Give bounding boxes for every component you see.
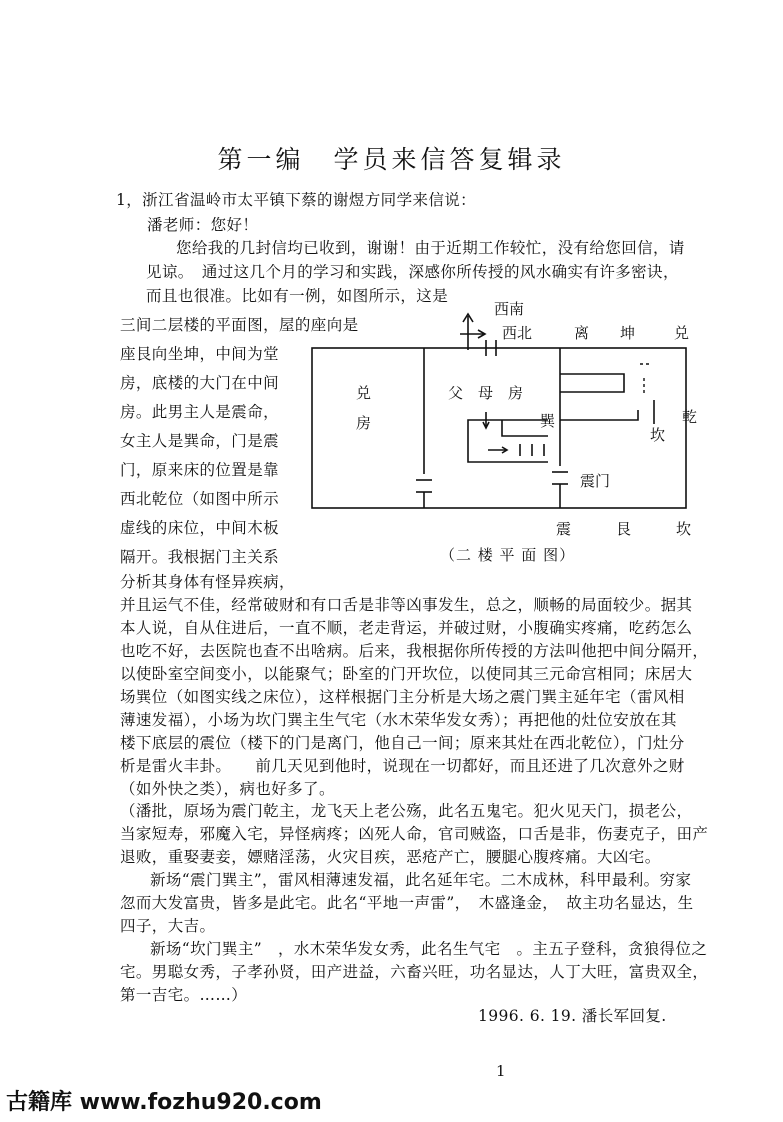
letter-line: 本人说，自从住进后，一直不顺，老走背运，并破过财，小腹确实疼痛，吃药怎么 — [120, 619, 693, 637]
letter-line: 房，底楼的大门在中间 — [120, 374, 280, 392]
reply-line: 新场“震门巽主”，雷风相薄速发福，此名延年宅。二木成林，科甲最利。穷家 — [150, 871, 692, 889]
label-zhen-bottom: 震 — [556, 520, 572, 538]
label-kan: 坎 — [650, 426, 666, 444]
letter-line: 座艮向坐坤，中间为堂 — [120, 345, 280, 363]
letter-greeting: 潘老师：您好！ — [147, 216, 259, 234]
letter-line: 场巽位（如图实线之床位），这样根据门主分析是大场之震门巽主延年宅（雷风相 — [120, 688, 685, 706]
letter-line: 分析其身体有怪异疾病， — [120, 573, 295, 591]
room-left-label-2: 房 — [356, 414, 372, 432]
letter-line: 房。此男主人是震命， — [120, 403, 280, 421]
reply-line: 忽而大发富贵，皆多是此宅。此名“平地一声雷”， 木盛逢金， 故主功名显达，生 — [120, 894, 694, 912]
letter-line: 三间二层楼的平面图，屋的座向是 — [120, 316, 359, 334]
letter-line: 而且也很准。比如有一例，如图所示，这是 — [146, 287, 449, 305]
reply-line: 当家短寿，邪魔入宅，异怪病疼；凶死人命，官司贼盗，口舌是非，伤妻克子，田产 — [120, 825, 709, 843]
label-kan-bottom: 坎 — [676, 520, 692, 538]
signature: 1996. 6. 19. 潘长军回复. — [478, 1007, 667, 1025]
page-title: 第一编 学员来信答复辑录 — [217, 145, 566, 174]
letter-line: 以使卧室空间变小，以能聚气；卧室的门开坎位，以使同其三元命宫相同；床居大 — [120, 665, 693, 683]
letter-line: 见谅。 通过这几个月的学习和实践，深感你所传授的风水确实有许多密诀， — [146, 263, 679, 281]
floor-plan-diagram — [298, 300, 708, 572]
letter-line: 也吃不好，去医院也查不出啥病。后来，我根据你所传授的方法叫他把中间分隔开， — [120, 642, 709, 660]
letter-line: 虚线的床位，中间木板 — [120, 519, 280, 537]
reply-line: 新场“坎门巽主” ，水木荣华发女秀，此名生气宅 。主五子登科，贪狼得位之 — [150, 940, 708, 958]
label-northwest: 西北 — [502, 324, 533, 342]
page-number: 1 — [496, 1062, 506, 1080]
label-dui-top: 兑 — [674, 324, 690, 342]
label-xun: 巽 — [540, 412, 556, 430]
letter-line: 并且运气不佳，经常破财和有口舌是非等凶事发生，总之，顺畅的局面较少。据其 — [120, 596, 693, 614]
label-gen-bottom: 艮 — [616, 520, 632, 538]
label-kun: 坤 — [620, 324, 636, 342]
item-header: 1，浙江省温岭市太平镇下蔡的谢煜方同学来信说： — [116, 191, 477, 209]
room-left-label-1: 兑 — [356, 384, 372, 402]
label-li: 离 — [574, 324, 590, 342]
reply-line: 第一吉宅。……） — [120, 986, 248, 1004]
letter-line: 女主人是巽命，门是震 — [120, 432, 280, 450]
footer-watermark: 古籍库 www.fozhu920.com — [6, 1090, 322, 1115]
diagram-caption: （二 楼 平 面 图） — [440, 546, 576, 564]
reply-line: 宅。男聪女秀，子孝孙贤，田产进益，六畜兴旺，功名显达，人丁大旺，富贵双全， — [120, 963, 709, 981]
letter-line: 门，原来床的位置是靠 — [120, 461, 280, 479]
floor-plan-drawing — [298, 312, 708, 572]
reply-line: （潘批，原场为震门乾主，龙飞天上老公殇，此名五鬼宅。犯火见天门，损老公， — [120, 802, 693, 820]
letter-line: （如外快之类），病也好多了。 — [120, 780, 335, 798]
room-center-label: 父 母 房 — [448, 384, 524, 402]
label-qian: 乾 — [682, 408, 698, 426]
letter-line: 薄速发福），小场为坎门巽主生气宅（水木荣华发女秀）；再把他的灶位安放在其 — [120, 711, 677, 729]
letter-line: 隔开。我根据门主关系 — [120, 548, 280, 566]
reply-line: 退败，重娶妻妾，嫖赌淫荡，火灾目疾，恶疮产亡，腰腿心腹疼痛。大凶宅。 — [120, 848, 661, 866]
letter-line: 楼下底层的震位（楼下的门是离门，他自己一间；原来其灶在西北乾位），门灶分 — [120, 734, 685, 752]
label-zhen-door: 震门 — [580, 472, 611, 490]
label-southwest: 西南 — [494, 300, 525, 318]
reply-line: 四子，大吉。 — [120, 917, 216, 935]
letter-line: 您给我的几封信均已收到，谢谢！由于近期工作较忙，没有给您回信，请 — [176, 239, 685, 257]
letter-line: 西北乾位（如图中所示 — [120, 490, 280, 508]
letter-line: 析是雷火丰卦。 前几天见到他时，说现在一切都好，而且还进了几次意外之财 — [120, 757, 685, 775]
